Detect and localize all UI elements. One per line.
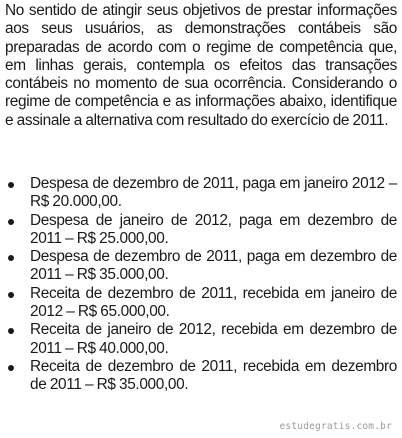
list-item	[0, 212, 402, 249]
bullet-icon	[8, 255, 14, 261]
bullet-icon	[8, 328, 14, 334]
list-item	[0, 175, 402, 212]
list-item-text: Despesa de dezembro de 2011, paga em dezembro de 2011 – R$ 35.000,00.	[30, 248, 397, 284]
list-item	[0, 285, 402, 322]
site-watermark: estudegratis.com.br	[279, 421, 392, 432]
bullet-icon	[8, 292, 14, 298]
bullet-icon	[8, 365, 14, 371]
bullet-icon	[8, 182, 14, 188]
list-item-text: Receita de janeiro de 2012, recebida em dezembro de 2011 – R$ 40.000,00.	[30, 321, 397, 357]
bullet-icon	[8, 219, 14, 225]
list-item	[0, 321, 402, 358]
list-item-text: Despesa de dezembro de 2011, paga em janeiro 2012 – R$ 20.000,00.	[30, 175, 397, 211]
transaction-list	[0, 175, 402, 395]
list-item-text: Receita de dezembro de 2011, recebida em janeiro de 2012 – R$ 65.000,00.	[30, 284, 397, 321]
list-item	[0, 248, 402, 285]
list-item-text: Despesa de janeiro de 2012, paga em dezembro de 2011 – R$ 25.000,00.	[30, 211, 397, 247]
list-item	[0, 358, 402, 395]
list-item-text: Receita de dezembro de 2011, recebida em dezembro de 2011 – R$ 35.000,00.	[30, 357, 397, 394]
question-intro: No sentido de atingir seus objetivos de prestar informações aos seus usuários, as demonstrações contábeis são preparadas de acordo com o regime de competência que, em linhas gerais, contempla os efeitos das transações contábeis no momento de sua ocorrência. Considerando o regime de competência e as informações abaixo, identifique e assinale a alternativa com resultado do exercício de 2011.	[5, 2, 397, 129]
